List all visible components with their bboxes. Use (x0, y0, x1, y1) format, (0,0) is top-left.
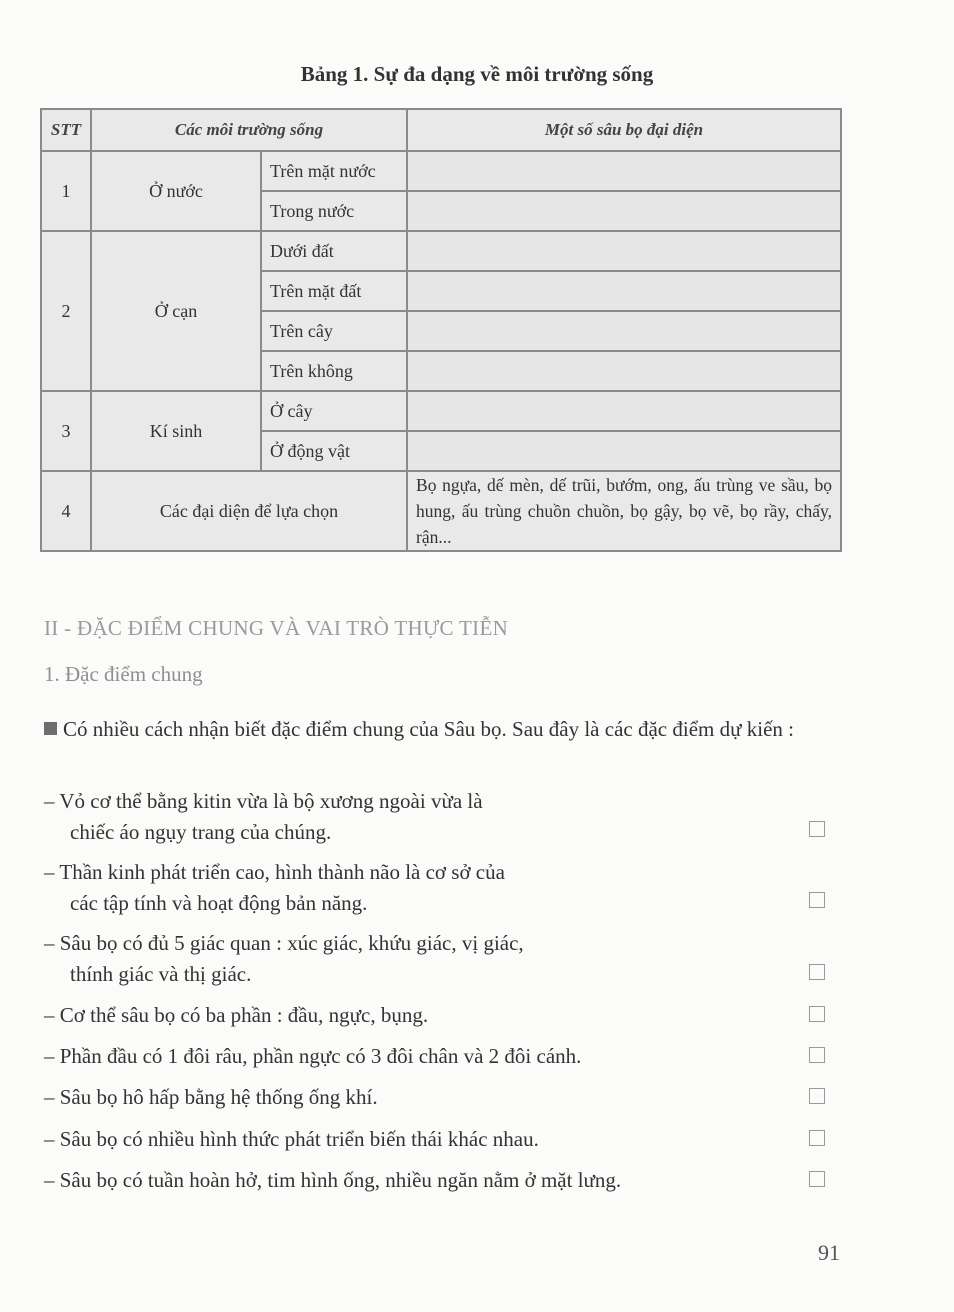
header-stt: STT (41, 109, 91, 151)
header-environments: Các môi trường sống (91, 109, 407, 151)
list-item (44, 857, 784, 919)
representative-answer-cell[interactable] (407, 151, 841, 191)
list-item (44, 928, 784, 990)
intro-paragraph (44, 714, 844, 745)
representative-answer-cell[interactable] (407, 391, 841, 431)
environment-group-cell: Ở cạn (91, 231, 261, 391)
checkbox[interactable] (809, 1047, 825, 1063)
table-row (41, 231, 841, 271)
list-item (44, 1000, 784, 1031)
item-text: – Sâu bọ có tuần hoàn hở, tim hình ống, nhiều ngăn nằm ở mặt lưng. (44, 1168, 622, 1192)
stt-cell: 2 (41, 231, 91, 391)
table-row (41, 151, 841, 191)
sub-environment-cell: Dưới đất (261, 231, 407, 271)
representative-answer-cell[interactable] (407, 351, 841, 391)
habitat-table (40, 108, 842, 552)
item-text: – Vỏ cơ thể bằng kitin vừa là bộ xương ngoài vừa là (44, 789, 483, 813)
sub-environment-cell: Ở cây (261, 391, 407, 431)
square-bullet-icon (44, 722, 57, 735)
item-text-continued: thính giác và thị giác. (70, 962, 252, 986)
item-text: – Thần kinh phát triển cao, hình thành não là cơ sở của (44, 860, 505, 884)
intro-text: Có nhiều cách nhận biết đặc điểm chung của Sâu bọ. Sau đây là các đặc điểm dự kiến : (63, 717, 794, 741)
environment-group-cell: Kí sinh (91, 391, 261, 471)
list-item (44, 1165, 784, 1196)
table-caption: Bảng 1. Sự đa dạng về môi trường sống (300, 62, 654, 86)
checkbox[interactable] (809, 964, 825, 980)
environment-group-cell: Ở nước (91, 151, 261, 231)
sub-environment-cell: Trên không (261, 351, 407, 391)
item-text: – Sâu bọ có đủ 5 giác quan : xúc giác, khứu giác, vị giác, (44, 931, 524, 955)
checkbox[interactable] (809, 1006, 825, 1022)
stt-cell: 4 (41, 471, 91, 551)
sub-environment-cell: Trong nước (261, 191, 407, 231)
table-row (41, 391, 841, 431)
sub-environment-cell: Trên cây (261, 311, 407, 351)
sub-environment-cell: Trên mặt đất (261, 271, 407, 311)
item-text-continued: các tập tính và hoạt động bản năng. (70, 891, 368, 915)
item-text: – Cơ thể sâu bọ có ba phần : đầu, ngực, bụng. (44, 1003, 429, 1027)
options-label-cell: Các đại diện để lựa chọn (91, 471, 407, 551)
stt-cell: 1 (41, 151, 91, 231)
checkbox[interactable] (809, 821, 825, 837)
item-text: – Sâu bọ hô hấp bằng hệ thống ống khí. (44, 1085, 378, 1109)
representative-answer-cell[interactable] (407, 431, 841, 471)
section-title: II - ĐẶC ĐIỂM CHUNG VÀ VAI TRÒ THỰC TIỄN (44, 616, 509, 640)
subsection-title: 1. Đặc điểm chung (44, 662, 203, 686)
list-item (44, 1082, 784, 1113)
representative-answer-cell[interactable] (407, 311, 841, 351)
representatives-options-cell: Bọ ngựa, dế mèn, dế trũi, bướm, ong, ấu trùng ve sầu, bọ hung, ấu trùng chuồn chuồn, bọ gậy, bọ vẽ, bọ rầy, chấy, rận... (407, 471, 841, 551)
item-text: – Sâu bọ có nhiều hình thức phát triển biến thái khác nhau. (44, 1127, 539, 1151)
table-header-row (41, 109, 841, 151)
checkbox[interactable] (809, 1130, 825, 1146)
checkbox[interactable] (809, 1171, 825, 1187)
list-item (44, 786, 784, 848)
list-item (44, 1041, 784, 1072)
table-row (41, 471, 841, 551)
list-item (44, 1124, 784, 1155)
sub-environment-cell: Ở động vật (261, 431, 407, 471)
representative-answer-cell[interactable] (407, 271, 841, 311)
checkbox[interactable] (809, 1088, 825, 1104)
representative-answer-cell[interactable] (407, 231, 841, 271)
item-text: – Phần đầu có 1 đôi râu, phần ngực có 3 đôi chân và 2 đôi cánh. (44, 1044, 582, 1068)
representative-answer-cell[interactable] (407, 191, 841, 231)
header-representatives: Một số sâu bọ đại diện (407, 109, 841, 151)
sub-environment-cell: Trên mặt nước (261, 151, 407, 191)
checkbox[interactable] (809, 892, 825, 908)
item-text-continued: chiếc áo ngụy trang của chúng. (70, 820, 332, 844)
page-number: 91 (818, 1240, 840, 1265)
stt-cell: 3 (41, 391, 91, 471)
